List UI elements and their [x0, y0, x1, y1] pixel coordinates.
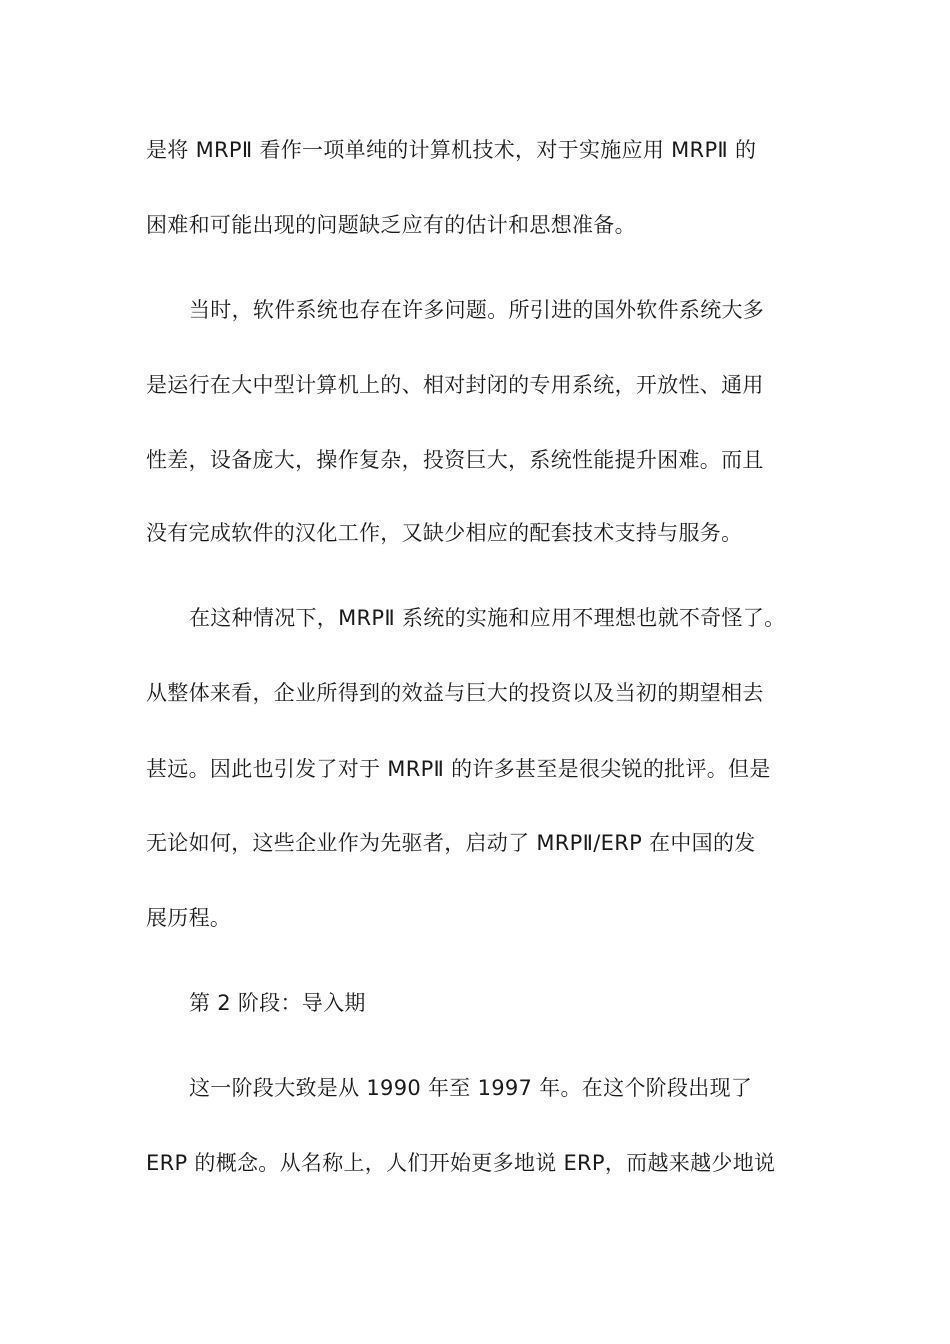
paragraph-start-line: 这一阶段大致是从 1990 年至 1997 年。在这个阶段出现了 — [189, 1076, 753, 1100]
section-heading: 第 2 阶段：导入期 — [189, 991, 366, 1015]
text-line: 性差，设备庞大，操作复杂，投资巨大，系统性能提升困难。而且 — [146, 448, 764, 472]
paragraph-start-line: 在这种情况下，MRPⅡ 系统的实施和应用不理想也就不奇怪了。 — [189, 606, 786, 630]
text-line: 没有完成软件的汉化工作，又缺少相应的配套技术支持与服务。 — [146, 521, 743, 545]
text-line: 从整体来看，企业所得到的效益与巨大的投资以及当初的期望相去 — [146, 681, 764, 705]
text-line: 困难和可能出现的问题缺乏应有的估计和思想准备。 — [146, 213, 636, 237]
text-line: 展历程。 — [146, 906, 232, 930]
text-line: 甚远。因此也引发了对于 MRPⅡ 的许多甚至是很尖锐的批评。但是 — [146, 757, 771, 781]
text-line: ERP 的概念。从名称上，人们开始更多地说 ERP，而越来越少地说 — [146, 1151, 776, 1175]
text-line: 无论如何，这些企业作为先驱者，启动了 MRPⅡ/ERP 在中国的发 — [146, 831, 756, 855]
paragraph-start-line: 当时，软件系统也存在许多问题。所引进的国外软件系统大多 — [189, 298, 765, 322]
text-line: 是运行在大中型计算机上的、相对封闭的专用系统，开放性、通用 — [146, 373, 764, 397]
text-line: 是将 MRPⅡ 看作一项单纯的计算机技术，对于实施应用 MRPⅡ 的 — [146, 138, 757, 162]
